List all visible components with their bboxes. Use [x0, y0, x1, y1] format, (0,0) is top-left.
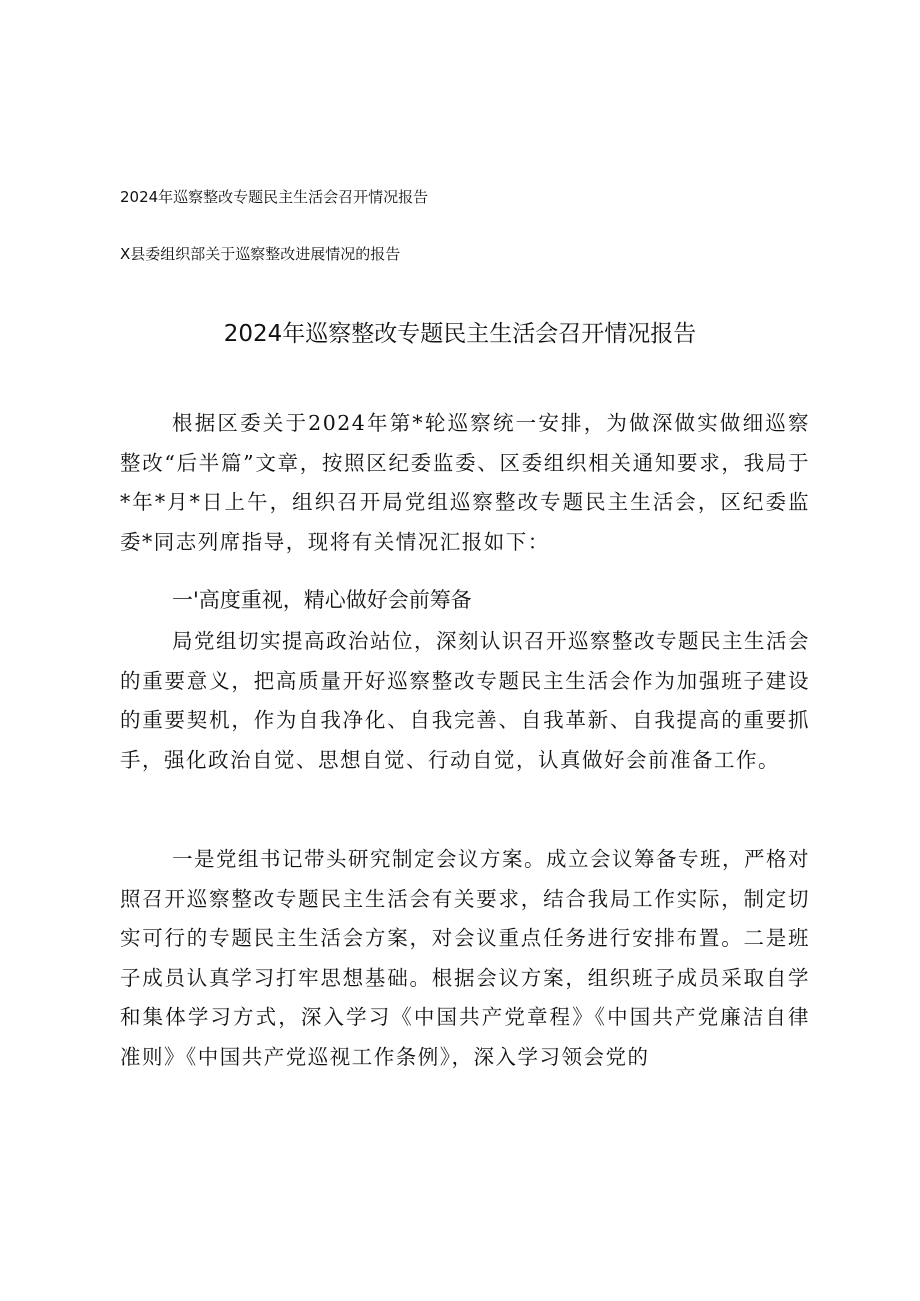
toc-item-2[interactable]: X县委组织部关于巡察整改进展情况的报告	[120, 245, 401, 263]
paragraph-section1-body: 局党组切实提高政治站位，深刻认识召开巡察整改专题民主生活会的重要意义，把高质量开好巡察整改专题民主生活会作为加强班子建设的重要契机，作为自我净化、自我完善、自我革新、自我提高的重要抓手，强化政治自觉、思想自觉、行动自觉，认真做好会前准备工作。	[120, 629, 810, 772]
paragraph-section1-detail: 一是党组书记带头研究制定会议方案。成立会议筹备专班，严格对照召开巡察整改专题民主生活会有关要求，结合我局工作实际，制定切实可行的专题民主生活会方案，对会议重点任务进行安排布置。二是班子成员认真学习打牢思想基础。根据会议方案，组织班子成员采取自学和集体学习方式，深入学习《中国共产党章程》《中国共产党廉洁自律准则》《中国共产党巡视工作条例》，深入学习领会党的	[120, 847, 810, 1069]
document-title: 2024年巡察整改专题民主生活会召开情况报告	[223, 321, 697, 347]
paragraph-intro: 根据区委关于2024年第*轮巡察统一安排，为做深做实做细巡察整改“后半篇”文章，按照区纪委监委、区委组织相关通知要求，我局于*年*月*日上午，组织召开局党组巡察整改专题民主生活会，区纪委监委*同志列席指导，现将有关情况汇报如下：	[120, 411, 810, 554]
toc-item-1[interactable]: 2024年巡察整改专题民主生活会召开情况报告	[120, 188, 429, 206]
section-heading-1: 一'高度重视，精心做好会前筹备	[172, 588, 472, 612]
